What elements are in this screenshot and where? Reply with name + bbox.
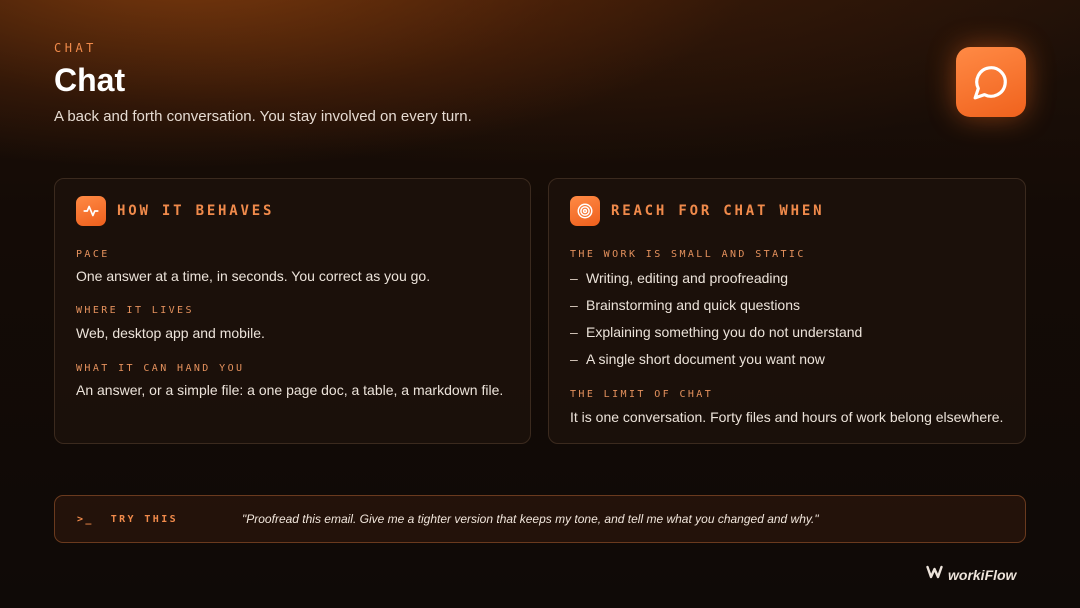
try-this-bar	[54, 495, 1026, 543]
card-header	[76, 196, 274, 226]
try-this-text: TRY THIS	[110, 514, 179, 525]
card-header	[570, 196, 824, 226]
pulse-icon	[76, 196, 106, 226]
card-title: REACH FOR CHAT WHEN	[611, 203, 825, 219]
brand-name: workiFlow	[948, 566, 1017, 583]
prompt-symbol: >_	[77, 514, 94, 525]
chat-bubble-icon	[956, 47, 1026, 117]
brand-logo	[926, 565, 1016, 584]
card-title: HOW IT BEHAVES	[117, 203, 275, 219]
where-it-lives-text: Web, desktop app and mobile.	[76, 325, 265, 341]
how-it-behaves-card	[54, 178, 531, 444]
work-small-static-label: THE WORK IS SMALL AND STATIC	[570, 249, 806, 260]
limit-of-chat-label: THE LIMIT OF CHAT	[570, 389, 714, 400]
list-item: – Brainstorming and quick questions	[570, 297, 801, 313]
example-prompt: "Proofread this email. Give me a tighter version that keeps my tone, and tell me what you changed and why."	[242, 512, 819, 526]
workiflow-logo-icon	[926, 565, 943, 584]
list-item: – A single short document you want now	[570, 351, 825, 367]
limit-of-chat-text: It is one conversation. Forty files and hours of work belong elsewhere.	[570, 409, 1004, 425]
what-it-can-hand-you-text: An answer, or a simple file: a one page doc, a table, a markdown file.	[76, 382, 504, 398]
list-item: – Explaining something you do not understand	[570, 324, 863, 340]
list-item: – Writing, editing and proofreading	[570, 270, 789, 286]
pace-label: PACE	[76, 249, 110, 260]
page-subtitle: A back and forth conversation. You stay involved on every turn.	[54, 108, 472, 125]
pace-text: One answer at a time, in seconds. You correct as you go.	[76, 268, 431, 284]
where-it-lives-label: WHERE IT LIVES	[76, 305, 194, 316]
what-it-can-hand-you-label: WHAT IT CAN HAND YOU	[76, 363, 245, 374]
page-title: Chat	[54, 62, 126, 98]
target-icon	[570, 196, 600, 226]
eyebrow-label: CHAT	[54, 41, 97, 55]
reach-for-chat-card	[548, 178, 1026, 444]
try-this-label	[77, 514, 178, 525]
